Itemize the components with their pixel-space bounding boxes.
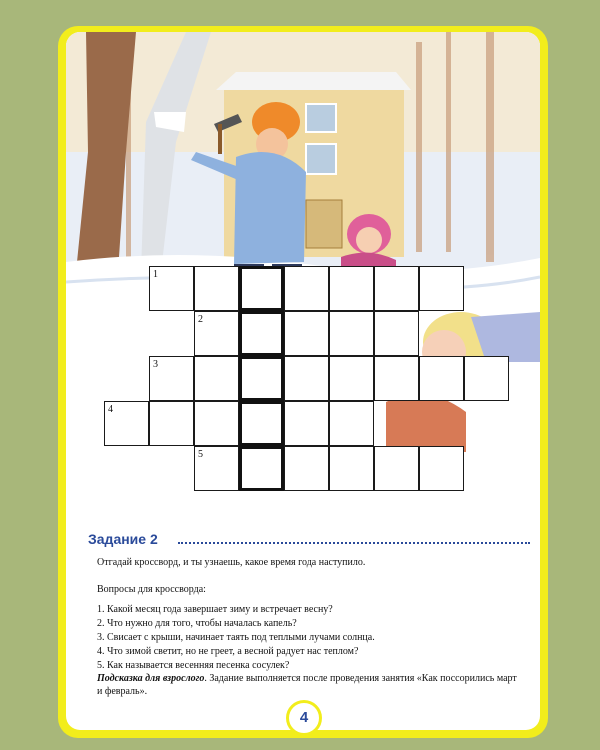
crossword-cell[interactable] [419,266,464,311]
crossword-cell[interactable] [329,446,374,491]
clue-number: 5 [198,449,203,460]
crossword-cell[interactable] [194,266,239,311]
crossword-cell[interactable] [239,266,284,311]
page-number: 4 [286,700,322,736]
crossword-cell[interactable] [239,356,284,401]
task-header [88,531,533,551]
crossword-cell[interactable] [464,356,509,401]
adult-hint [97,672,517,685]
question-3: 3. Свисает с крыши, начинает таять под теплыми лучами солнца. [97,632,375,643]
question-1: 1. Какой месяц года завершает зиму и встречает весну? [97,604,333,615]
crossword-cell[interactable] [284,446,329,491]
crossword-cell[interactable] [194,311,239,356]
questions-heading: Вопросы для кроссворда: [97,584,206,595]
crossword-cell[interactable] [329,311,374,356]
crossword-cell[interactable] [239,311,284,356]
crossword-cell[interactable] [374,266,419,311]
clue-number: 3 [153,359,158,370]
crossword-cell[interactable] [149,356,194,401]
clue-number: 4 [108,404,113,415]
crossword-cell[interactable] [194,401,239,446]
crossword-cell[interactable] [194,446,239,491]
crossword-cell[interactable] [419,446,464,491]
question-5: 5. Как называется весенняя песенка сосулек? [97,660,290,671]
crossword-cell[interactable] [194,356,239,401]
crossword-cell[interactable] [284,266,329,311]
clue-number: 1 [153,269,158,280]
crossword-cell[interactable] [419,356,464,401]
crossword-cell[interactable] [329,401,374,446]
hint-label: Подсказка для взрослого [97,673,205,684]
task-title: Задание 2 [88,531,158,547]
crossword-cell[interactable] [329,356,374,401]
crossword-cell[interactable] [149,401,194,446]
crossword-cell[interactable] [149,266,194,311]
crossword-cell[interactable] [239,446,284,491]
dotted-divider [178,542,530,544]
task-intro: Отгадай кроссворд, и ты узнаешь, какое время года наступило. [97,557,366,568]
adult-hint-line2: и февраль». [97,686,148,697]
crossword-cell[interactable] [284,401,329,446]
crossword-cell[interactable] [374,311,419,356]
crossword-cell[interactable] [239,401,284,446]
crossword-cell[interactable] [104,401,149,446]
crossword-cell[interactable] [374,356,419,401]
question-2: 2. Что нужно для того, чтобы началась капель? [97,618,297,629]
crossword-cell[interactable] [374,446,419,491]
hint-text: . Задание выполняется после проведения занятия «Как поссорились март [204,673,517,684]
crossword-grid [66,32,540,512]
question-4: 4. Что зимой светит, но не греет, а весной радует нас теплом? [97,646,359,657]
crossword-cell[interactable] [284,356,329,401]
crossword-cell[interactable] [284,311,329,356]
crossword-cell[interactable] [329,266,374,311]
clue-number: 2 [198,314,203,325]
